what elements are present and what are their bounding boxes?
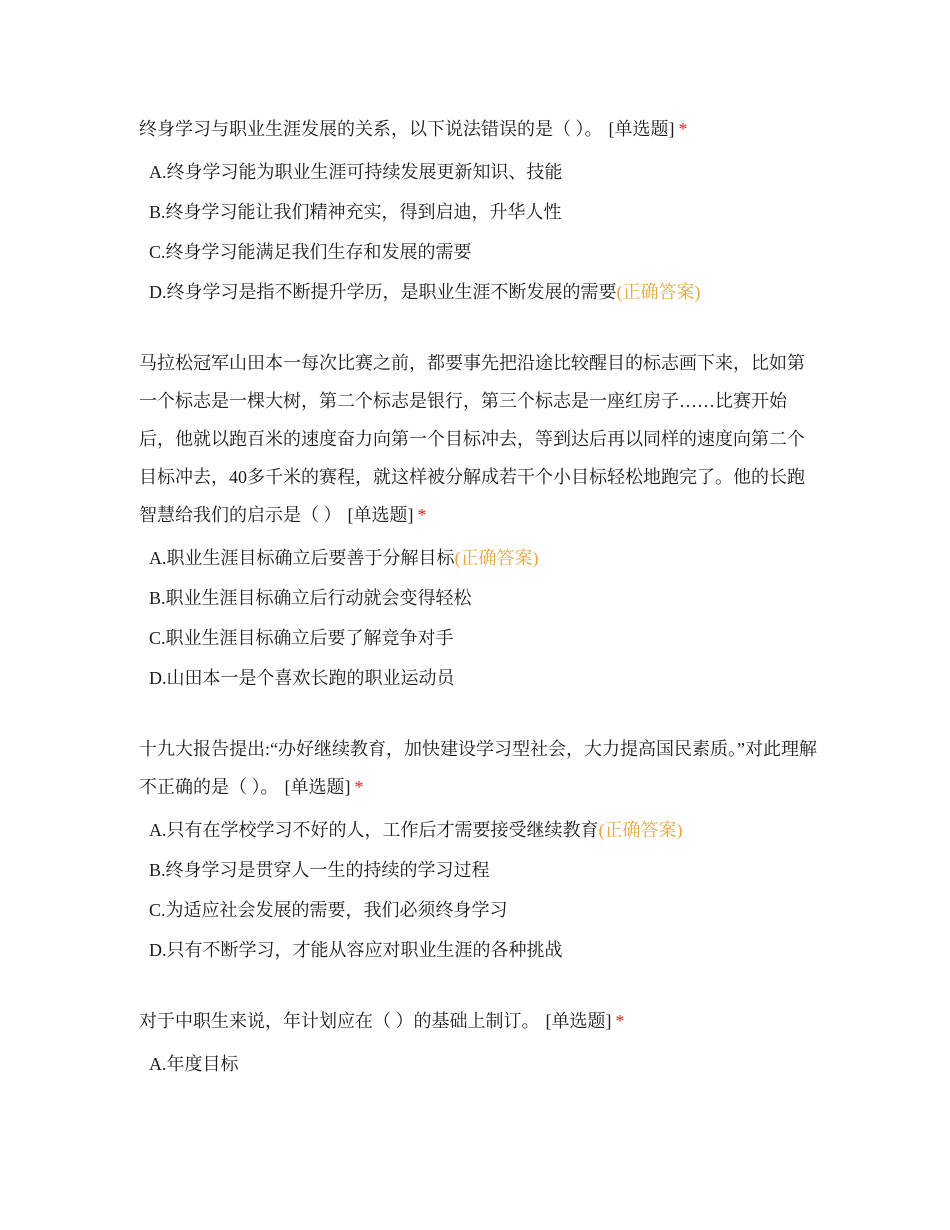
question-text: 对于中职生来说，年计划应在（ ）的基础上制订。 xyxy=(139,1011,540,1031)
question-text: 终身学习与职业生涯发展的关系，以下说法错误的是（ ）。 xyxy=(139,119,603,139)
option-a[interactable] xyxy=(149,538,819,578)
option-text: D.只有不断学习，才能从容应对职业生涯的各种挑战 xyxy=(149,940,563,960)
option-c[interactable] xyxy=(149,232,819,272)
option-text: A.年度目标 xyxy=(149,1054,239,1074)
question-4 xyxy=(139,1002,819,1084)
survey-page xyxy=(139,110,819,1116)
question-text: 马拉松冠军山田本一每次比赛之前，都要事先把沿途比较醒目的标志画下来，比如第一个标志是一棵大树，第二个标志是银行，第三个标志是一座红房子……比赛开始后，他就以跑百米的速度奋力向第一个目标冲去，等到达后再以同样的速度向第二个目标冲去，40多千米的赛程，就这样被分解成若干个小目标轻松地跑完了。他的长跑智慧给我们的启示是（ ） xyxy=(139,353,805,525)
option-d[interactable] xyxy=(149,658,819,698)
question-3 xyxy=(139,730,819,970)
required-mark: * xyxy=(354,777,364,797)
required-mark: * xyxy=(678,119,688,139)
required-mark: * xyxy=(615,1011,625,1031)
correct-answer-mark: (正确答案) xyxy=(454,548,539,568)
option-list xyxy=(139,810,819,970)
option-text: A.只有在学校学习不好的人，工作后才需要接受继续教育 xyxy=(149,820,599,840)
option-text: A.终身学习能为职业生涯可持续发展更新知识、技能 xyxy=(149,162,563,182)
question-stem xyxy=(139,730,819,806)
option-a[interactable] xyxy=(149,152,819,192)
correct-answer-mark: (正确答案) xyxy=(616,282,701,302)
option-text: C.职业生涯目标确立后要了解竞争对手 xyxy=(149,628,454,648)
option-a[interactable] xyxy=(149,1044,819,1084)
question-stem xyxy=(139,110,819,148)
option-list xyxy=(139,1044,819,1084)
option-c[interactable] xyxy=(149,618,819,658)
question-2 xyxy=(139,344,819,698)
option-text: B.终身学习是贯穿人一生的持续的学习过程 xyxy=(149,860,490,880)
option-list xyxy=(139,152,819,312)
question-stem xyxy=(139,344,819,534)
option-text: B.职业生涯目标确立后行动就会变得轻松 xyxy=(149,588,472,608)
option-c[interactable] xyxy=(149,890,819,930)
required-mark: * xyxy=(417,505,427,525)
option-d[interactable] xyxy=(149,930,819,970)
question-text: 十九大报告提出:“办好继续教育，加快建设学习型社会，大力提高国民素质。”对此理解不正确的是（ ）。 xyxy=(139,739,817,797)
option-text: A.职业生涯目标确立后要善于分解目标 xyxy=(149,548,455,568)
question-type-tag: [单选题] xyxy=(284,777,351,797)
option-text: D.终身学习是指不断提升学历，是职业生涯不断发展的需要 xyxy=(149,282,617,302)
option-text: C.终身学习能满足我们生存和发展的需要 xyxy=(149,242,472,262)
question-type-tag: [单选题] xyxy=(545,1011,612,1031)
question-stem xyxy=(139,1002,819,1040)
option-b[interactable] xyxy=(149,192,819,232)
option-b[interactable] xyxy=(149,850,819,890)
question-type-tag: [单选题] xyxy=(608,119,675,139)
option-text: C.为适应社会发展的需要，我们必须终身学习 xyxy=(149,900,508,920)
correct-answer-mark: (正确答案) xyxy=(598,820,683,840)
option-text: B.终身学习能让我们精神充实，得到启迪，升华人性 xyxy=(149,202,562,222)
option-text: D.山田本一是个喜欢长跑的职业运动员 xyxy=(149,668,455,688)
question-type-tag: [单选题] xyxy=(347,505,414,525)
question-1 xyxy=(139,110,819,312)
option-a[interactable] xyxy=(149,810,819,850)
option-d[interactable] xyxy=(149,272,819,312)
option-b[interactable] xyxy=(149,578,819,618)
option-list xyxy=(139,538,819,698)
